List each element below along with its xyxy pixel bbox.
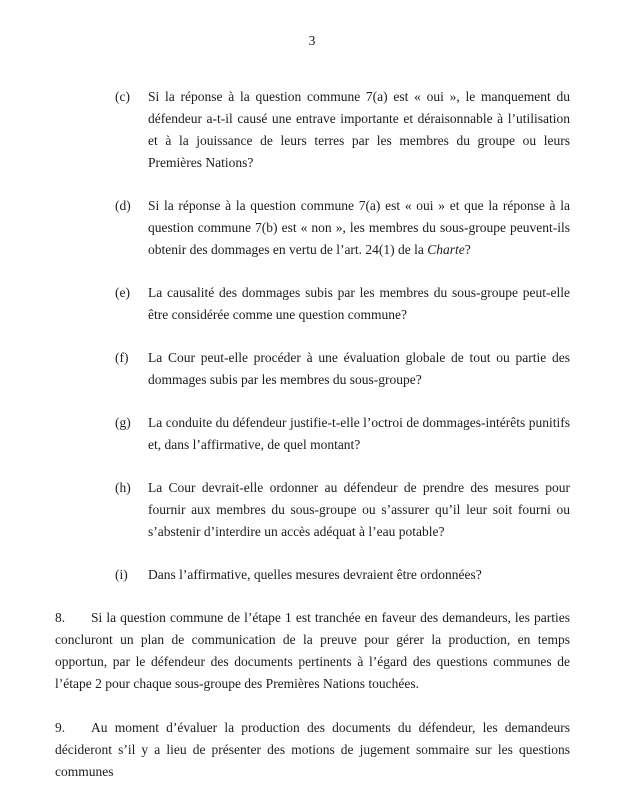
paragraph-text: Au moment d’évaluer la production des documents du défendeur, les demandeurs décideront s’il y a lieu de présenter des motions de jugement sommaire sur les questions communes <box>55 720 570 779</box>
list-item-text-italic: Charte <box>427 242 465 257</box>
list-item-text: La conduite du défendeur justifie-t-elle l’octroi de dommages-intérêts punitifs et, dans l’affirmative, de quel montant? <box>148 415 570 452</box>
list-item <box>115 282 570 326</box>
list-item-marker: (c) <box>115 89 130 104</box>
list-item-text: La Cour devrait-elle ordonner au défendeur de prendre des mesures pour fournir aux membres du sous-groupe ou s’assurer qu’il leur soit fourni ou s’abstenir d’interdire un accès adéquat à l’eau potable? <box>148 480 570 539</box>
list-item <box>115 564 570 586</box>
list-item-marker: (h) <box>115 480 131 495</box>
list-item-text-pre: Si la réponse à la question commune 7(a) est « oui » et que la réponse à la question commune 7(b) est « non », les membres du sous-groupe peuvent-ils obtenir des dommages en vertu de l’art. 24(1) de la <box>148 198 570 257</box>
paragraph-number: 9. <box>55 720 66 735</box>
paragraph-text: Si la question commune de l’étape 1 est tranchée en faveur des demandeurs, les parties concluront un plan de communication de la preuve pour gérer la production, en temps opportun, par le défendeur des documents pertinents à l’égard des questions communes de l’étape 2 pour chaque sous-groupe des Premières Nations touchées. <box>55 610 570 691</box>
numbered-paragraph <box>55 717 570 783</box>
list-item <box>115 477 570 543</box>
list-item-marker: (e) <box>115 285 130 300</box>
list-item-text: Si la réponse à la question commune 7(a) est « oui », le manquement du défendeur a-t-il causé une entrave importante et déraisonnable à l’utilisation et à la jouissance de leurs terres par les membres du groupe ou leurs Premières Nations? <box>148 89 570 170</box>
list-item-text: Dans l’affirmative, quelles mesures devraient être ordonnées? <box>148 567 482 582</box>
paragraph-number: 8. <box>55 610 66 625</box>
list-item-marker: (d) <box>115 198 131 213</box>
list-item-marker: (g) <box>115 415 131 430</box>
list-item-text: La Cour peut-elle procéder à une évaluation globale de tout ou partie des dommages subis par les membres du sous-groupe? <box>148 350 570 387</box>
list-item-marker: (f) <box>115 350 129 365</box>
question-list <box>0 86 624 586</box>
page-number: 3 <box>308 33 316 48</box>
list-item <box>115 195 570 261</box>
list-item-text-post: ? <box>464 242 471 257</box>
list-item <box>115 86 570 174</box>
list-item-text: La causalité des dommages subis par les membres du sous-groupe peut-elle être considérée comme une question commune? <box>148 285 570 322</box>
list-item <box>115 412 570 456</box>
list-item-marker: (i) <box>115 567 128 582</box>
list-item <box>115 347 570 391</box>
numbered-paragraph <box>55 607 570 695</box>
list-item-text <box>148 195 570 261</box>
